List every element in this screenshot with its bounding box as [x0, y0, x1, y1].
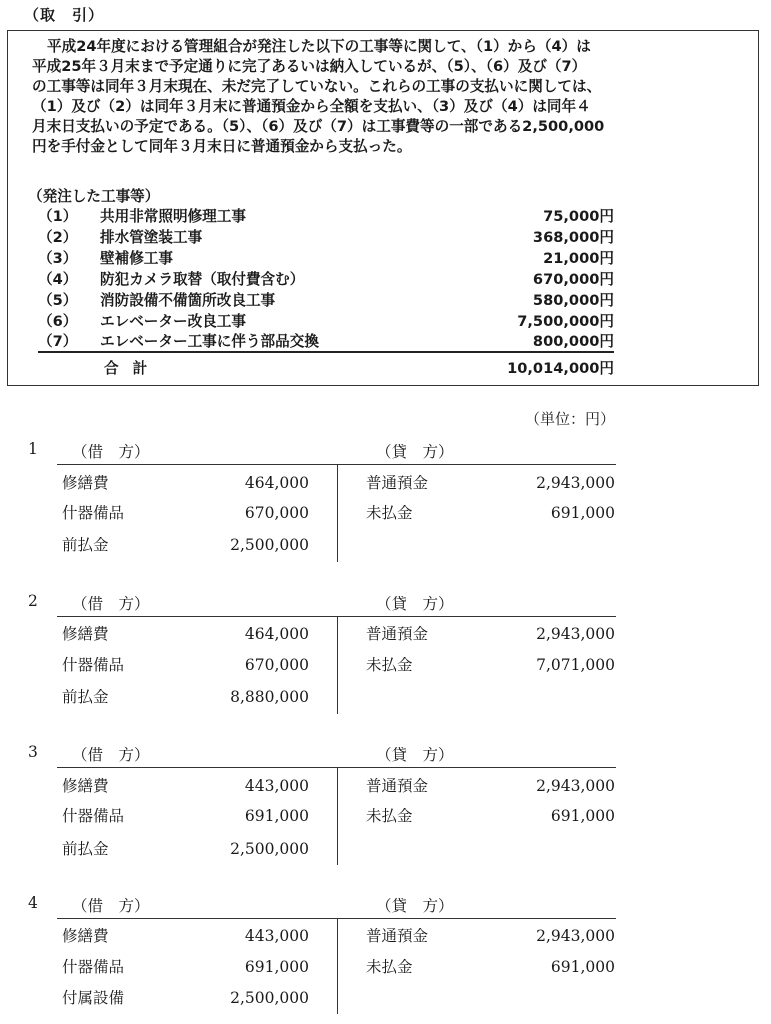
journal-row: [0, 471, 771, 495]
debit-amount: 691,000: [244, 958, 309, 976]
credit-amount: 2,943,000: [536, 927, 615, 945]
paragraph-line: 月末日支払いの予定である。（5）、（6）及び（7）は工事費等の一部である2,500,000: [32, 118, 605, 135]
debit-header: （借 方）: [72, 746, 150, 764]
item-number: （4）: [38, 271, 78, 288]
item-number: （6）: [38, 313, 78, 330]
debit-amount: 8,880,000: [230, 688, 309, 706]
paragraph-line: の工事等は同年３月末現在、未だ完了していない。これらの工事の支払いに関しては、: [32, 78, 602, 95]
journal-option-4: [0, 894, 771, 1024]
item-amount: 75,000円: [543, 208, 614, 225]
journal-row: [0, 533, 771, 557]
credit-amount: 2,943,000: [536, 474, 615, 492]
debit-amount: 443,000: [244, 777, 309, 795]
work-item: [38, 227, 614, 248]
work-item: [38, 269, 614, 290]
item-amount: 21,000円: [543, 250, 614, 267]
journal-row: [0, 774, 771, 798]
debit-account: 前払金: [62, 840, 109, 858]
item-amount: 7,500,000円: [517, 313, 614, 330]
transaction-box: [7, 30, 759, 386]
option-index: 4: [28, 894, 38, 912]
debit-header: （借 方）: [72, 897, 150, 915]
credit-amount: 2,943,000: [536, 777, 615, 795]
debit-account: 修繕費: [62, 927, 109, 945]
debit-account: 修繕費: [62, 474, 109, 492]
item-number: （2）: [38, 229, 78, 246]
debit-account: 修繕費: [62, 625, 109, 643]
item-amount: 368,000円: [532, 229, 614, 246]
journal-row: [0, 924, 771, 948]
work-list-heading: （発注した工事等）: [28, 188, 160, 205]
debit-amount: 464,000: [244, 474, 309, 492]
item-number: （5）: [38, 292, 78, 309]
credit-account: 未払金: [366, 807, 413, 825]
journal-row: [0, 653, 771, 677]
item-name: 壁補修工事: [100, 250, 173, 267]
credit-amount: 691,000: [550, 504, 615, 522]
work-item: [38, 290, 614, 311]
debit-account: 什器備品: [62, 807, 125, 825]
credit-amount: 691,000: [550, 807, 615, 825]
transaction-paragraph: [32, 37, 754, 157]
credit-account: 未払金: [366, 958, 413, 976]
debit-amount: 2,500,000: [230, 989, 309, 1007]
debit-account: 付属設備: [62, 989, 125, 1007]
credit-account: 普通預金: [366, 777, 429, 795]
credit-header: （貸 方）: [376, 443, 454, 461]
credit-account: 普通預金: [366, 474, 429, 492]
journal-row: [0, 685, 771, 709]
item-number: （1）: [38, 208, 78, 225]
journal-row: [0, 955, 771, 979]
credit-account: 未払金: [366, 656, 413, 674]
work-item: [38, 331, 614, 352]
journal-option-3: [0, 743, 771, 903]
item-amount: 800,000円: [532, 333, 614, 350]
unit-label: （単位：円）: [524, 410, 615, 428]
item-name: 排水管塗装工事: [100, 229, 203, 246]
debit-account: 什器備品: [62, 656, 125, 674]
debit-amount: 2,500,000: [230, 536, 309, 554]
credit-amount: 7,071,000: [536, 656, 615, 674]
option-index: 3: [28, 743, 38, 761]
item-amount: 580,000円: [532, 292, 614, 309]
debit-account: 什器備品: [62, 504, 125, 522]
journal-row: [0, 837, 771, 861]
option-index: 2: [28, 592, 38, 610]
paragraph-line: 平成24年度における管理組合が発注した以下の工事等に関して、（1）から（4）は: [47, 38, 591, 55]
item-name: 防犯カメラ取替（取付費含む）: [100, 271, 305, 288]
item-name: 消防設備不備箇所改良工事: [100, 292, 276, 309]
debit-header: （借 方）: [72, 443, 150, 461]
paragraph-line: 平成25年３月末まで予定通りに完了あるいは納入しているが、（5）、（6）及び（7）: [32, 58, 587, 75]
journal-option-1: [0, 440, 771, 600]
total-amount: 10,014,000円: [507, 360, 614, 377]
debit-header: （借 方）: [72, 595, 150, 613]
total-rule: [38, 351, 614, 353]
option-index: 1: [28, 440, 38, 458]
total-label: 合計: [104, 360, 162, 377]
transaction-heading: （取 引）: [24, 6, 105, 24]
item-number: （7）: [38, 333, 78, 350]
item-amount: 670,000円: [532, 271, 614, 288]
debit-amount: 670,000: [244, 504, 309, 522]
debit-account: 前払金: [62, 688, 109, 706]
debit-amount: 691,000: [244, 807, 309, 825]
journal-row: [0, 501, 771, 525]
journal-row: [0, 622, 771, 646]
item-name: 共用非常照明修理工事: [100, 208, 246, 225]
journal-option-2: [0, 592, 771, 752]
journal-row: [0, 986, 771, 1010]
paragraph-line: 円を手付金として同年３月末日に普通預金から支払った。: [32, 138, 412, 155]
credit-header: （貸 方）: [376, 897, 454, 915]
credit-amount: 691,000: [550, 958, 615, 976]
credit-account: 未払金: [366, 504, 413, 522]
debit-amount: 670,000: [244, 656, 309, 674]
credit-header: （貸 方）: [376, 746, 454, 764]
item-number: （3）: [38, 250, 78, 267]
debit-amount: 464,000: [244, 625, 309, 643]
work-item: [38, 311, 614, 332]
item-name: エレベーター工事に伴う部品交換: [100, 333, 319, 350]
credit-amount: 2,943,000: [536, 625, 615, 643]
debit-amount: 2,500,000: [230, 840, 309, 858]
debit-amount: 443,000: [244, 927, 309, 945]
debit-account: 修繕費: [62, 777, 109, 795]
credit-account: 普通預金: [366, 927, 429, 945]
credit-account: 普通預金: [366, 625, 429, 643]
debit-account: 什器備品: [62, 958, 125, 976]
total-row: [38, 358, 614, 380]
paragraph-line: （1）及び（2）は同年３月末に普通預金から全額を支払い、（3）及び（4）は同年４: [32, 98, 591, 115]
item-name: エレベーター改良工事: [100, 313, 246, 330]
debit-account: 前払金: [62, 536, 109, 554]
credit-header: （貸 方）: [376, 595, 454, 613]
work-item: [38, 248, 614, 269]
journal-row: [0, 804, 771, 828]
work-item: [38, 206, 614, 227]
